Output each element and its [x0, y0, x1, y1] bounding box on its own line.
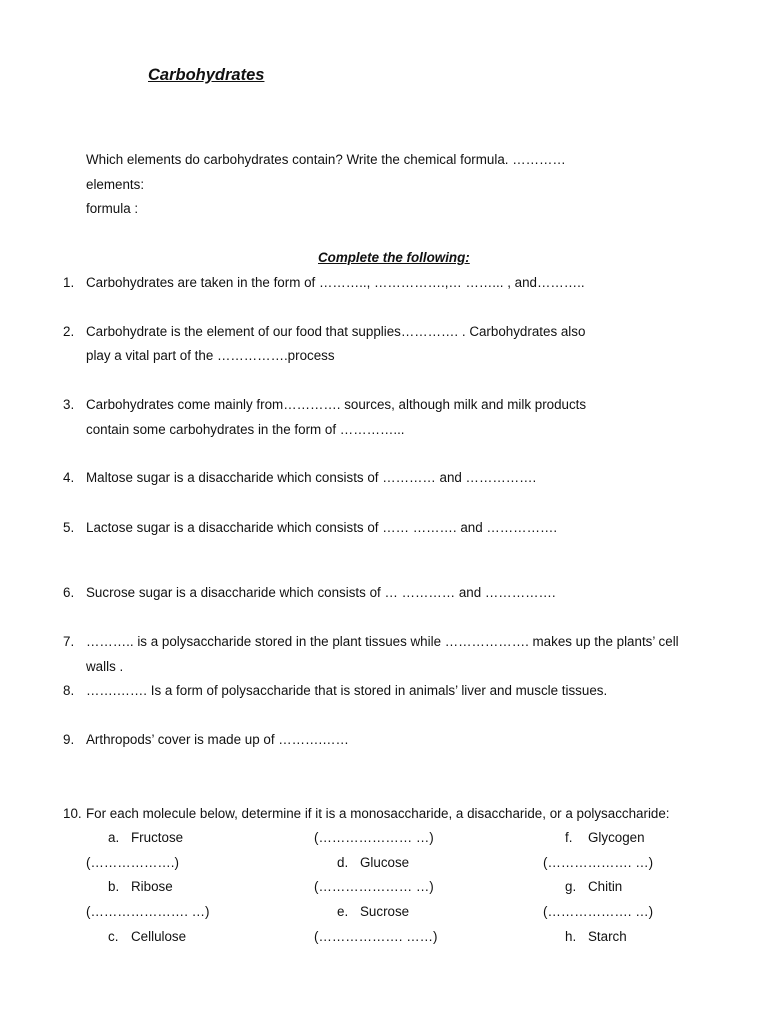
item-number: 2. — [63, 324, 75, 339]
item-number: 8. — [63, 683, 75, 698]
answer-blank: (…………………. …) — [86, 904, 210, 919]
item-text: Sucrose sugar is a disaccharide which consists of … ………… and ……………. — [86, 585, 556, 600]
item-text-continued: play a vital part of the …………….process — [86, 348, 335, 363]
molecule-name: Glucose — [360, 855, 410, 870]
item-number: 6. — [63, 585, 75, 600]
intro-question: Which elements do carbohydrates contain? Write the chemical formula. ………… — [86, 152, 566, 167]
item-text: Arthropods’ cover is made up of ……….…… — [86, 732, 349, 747]
item-text: Maltose sugar is a disaccharide which consists of ………… and ……………. — [86, 470, 537, 485]
molecule-name: Starch — [588, 929, 627, 944]
molecule-letter: g. — [565, 879, 577, 894]
item-number: 9. — [63, 732, 75, 747]
molecule-name: Cellulose — [131, 929, 187, 944]
molecule-letter: f. — [565, 830, 573, 845]
molecule-letter: c. — [108, 929, 119, 944]
molecule-name: Fructose — [131, 830, 184, 845]
answer-blank: (………………… …) — [314, 879, 434, 894]
item-text: Lactose sugar is a disaccharide which consists of …… ………. and ……………. — [86, 520, 558, 535]
section-subheading: Complete the following: — [318, 250, 470, 265]
answer-blank: (………………. …) — [543, 904, 654, 919]
answer-blank: (………………… …) — [314, 830, 434, 845]
page-title: Carbohydrates — [148, 66, 265, 84]
molecule-letter: h. — [565, 929, 577, 944]
item-text-continued: walls . — [86, 659, 124, 674]
item-text-continued: contain some carbohydrates in the form of …………... — [86, 422, 405, 437]
molecule-name: Ribose — [131, 879, 173, 894]
elements-label: elements: — [86, 177, 145, 192]
answer-blank: (………………. …) — [543, 855, 654, 870]
item-number: 5. — [63, 520, 75, 535]
molecule-letter: d. — [337, 855, 349, 870]
answer-blank: (………………. ……) — [314, 929, 438, 944]
molecule-name: Sucrose — [360, 904, 410, 919]
answer-blank: (……………….) — [86, 855, 179, 870]
item-number: 1. — [63, 275, 75, 290]
formula-label: formula : — [86, 201, 139, 216]
molecule-letter: b. — [108, 879, 120, 894]
item-number: 7. — [63, 634, 75, 649]
item-number: 4. — [63, 470, 75, 485]
item-text: Carbohydrates are taken in the form of ……….., …………….,… ……... , and……….. — [86, 275, 585, 290]
molecule-name: Glycogen — [588, 830, 645, 845]
item-number: 3. — [63, 397, 75, 412]
item-text: ……….. is a polysaccharide stored in the plant tissues while ………………. makes up the plants’ cell — [86, 634, 679, 649]
item-text: For each molecule below, determine if it is a monosaccharide, a disaccharide, or a polysaccharide: — [86, 806, 670, 821]
molecule-letter: a. — [108, 830, 120, 845]
item-text: Carbohydrate is the element of our food that supplies…………. . Carbohydrates also — [86, 324, 586, 339]
molecule-name: Chitin — [588, 879, 623, 894]
item-text: Carbohydrates come mainly from…………. sources, although milk and milk products — [86, 397, 587, 412]
item-text: …….……. Is a form of polysaccharide that is stored in animals’ liver and muscle tissues. — [86, 683, 608, 698]
molecule-letter: e. — [337, 904, 349, 919]
item-number: 10. — [63, 806, 82, 821]
